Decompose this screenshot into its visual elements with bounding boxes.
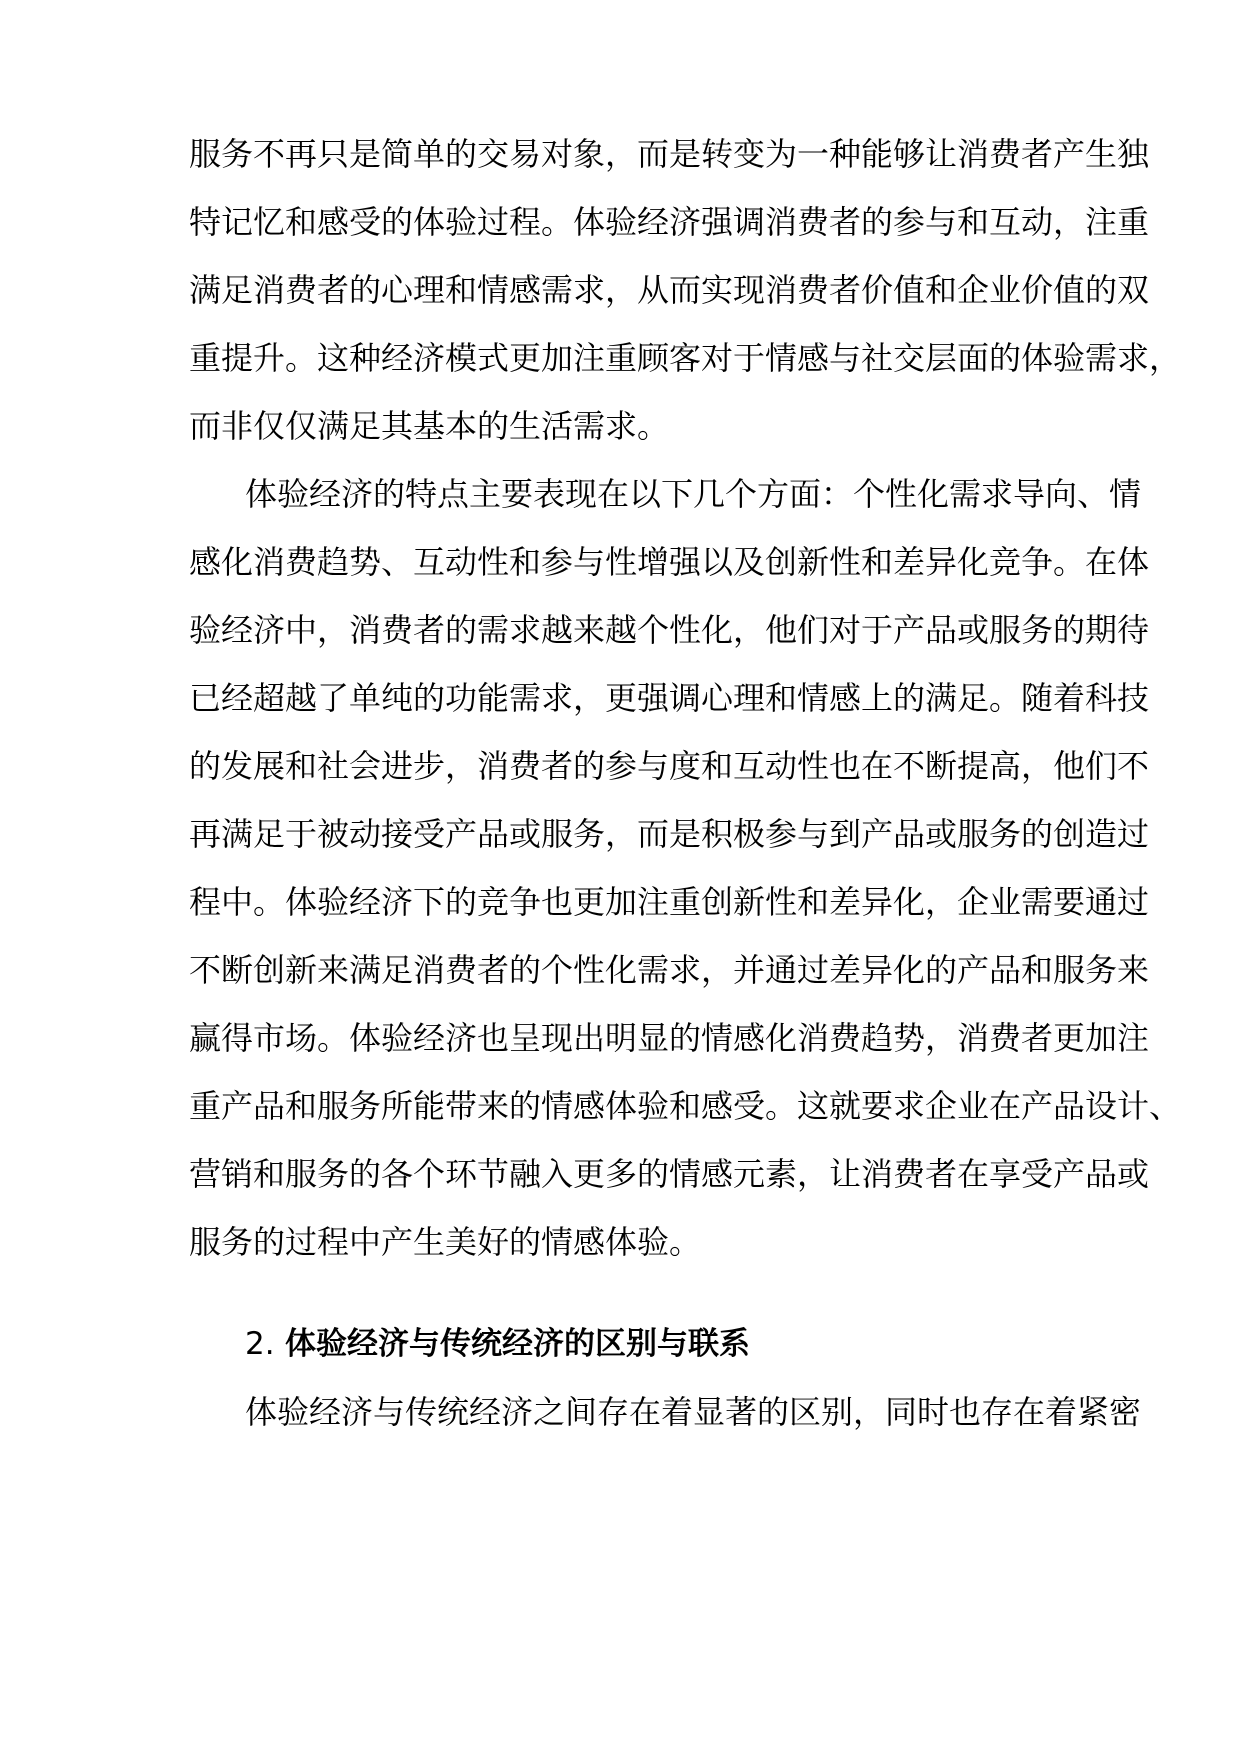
paragraph-2-line-11: 营销和服务的各个环节融入更多的情感元素，让消费者在享受产品或 bbox=[189, 1155, 1150, 1193]
paragraph-2-line-8: 不断创新来满足消费者的个性化需求，并通过差异化的产品和服务来 bbox=[189, 951, 1150, 989]
paragraph-2-line-4: 已经超越了单纯的功能需求，更强调心理和情感上的满足。随着科技 bbox=[189, 679, 1150, 717]
paragraph-2-line-3: 验经济中，消费者的需求越来越个性化，他们对于产品或服务的期待 bbox=[189, 611, 1150, 649]
paragraph-1-line-5: 而非仅仅满足其基本的生活需求。 bbox=[189, 407, 670, 445]
paragraph-2-line-5: 的发展和社会进步，消费者的参与度和互动性也在不断提高，他们不 bbox=[189, 747, 1150, 785]
paragraph-2-line-6: 再满足于被动接受产品或服务，而是积极参与到产品或服务的创造过 bbox=[189, 815, 1150, 853]
paragraph-1-line-4: 重提升。这种经济模式更加注重顾客对于情感与社交层面的体验需求， bbox=[189, 339, 1182, 377]
paragraph-1-line-2: 特记忆和感受的体验过程。体验经济强调消费者的参与和互动，注重 bbox=[189, 203, 1150, 241]
paragraph-2-line-10: 重产品和服务所能带来的情感体验和感受。这就要求企业在产品设计、 bbox=[189, 1087, 1182, 1125]
section-heading-number: 2. bbox=[245, 1326, 275, 1362]
paragraph-2-line-1: 体验经济的特点主要表现在以下几个方面：个性化需求导向、情 bbox=[245, 475, 1142, 513]
paragraph-1-line-1: 服务不再只是简单的交易对象，而是转变为一种能够让消费者产生独 bbox=[189, 135, 1150, 173]
paragraph-2-line-9: 赢得市场。体验经济也呈现出明显的情感化消费趋势，消费者更加注 bbox=[189, 1019, 1150, 1057]
paragraph-2-line-7: 程中。体验经济下的竞争也更加注重创新性和差异化，企业需要通过 bbox=[189, 883, 1150, 921]
paragraph-2-line-2: 感化消费趋势、互动性和参与性增强以及创新性和差异化竞争。在体 bbox=[189, 543, 1150, 581]
paragraph-1-line-3: 满足消费者的心理和情感需求，从而实现消费者价值和企业价值的双 bbox=[189, 271, 1150, 309]
paragraph-2-line-12: 服务的过程中产生美好的情感体验。 bbox=[189, 1223, 702, 1261]
section-heading-title: 体验经济与传统经济的区别与联系 bbox=[285, 1326, 750, 1362]
section-heading bbox=[245, 1324, 1045, 1364]
paragraph-3-line-1: 体验经济与传统经济之间存在着显著的区别，同时也存在着紧密 bbox=[245, 1393, 1142, 1431]
